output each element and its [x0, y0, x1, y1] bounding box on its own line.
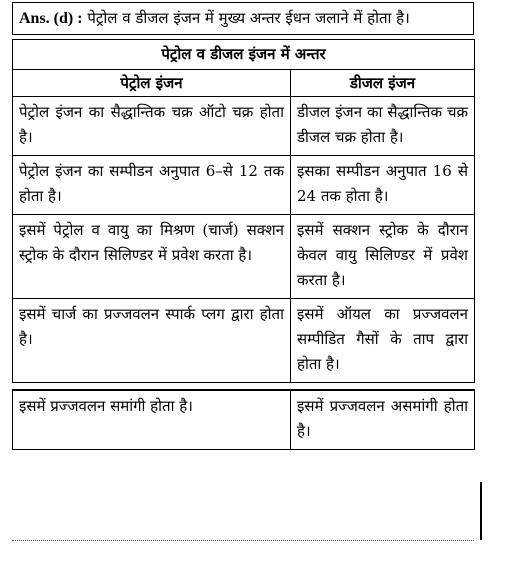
comparison-table [12, 39, 475, 450]
diesel-cell: इसमें ऑयल का प्रज्जवलन सम्पीडित गैसों के ताप द्वारा होता है। [291, 299, 475, 383]
petrol-cell: इसमें चार्ज का प्रज्जवलन स्पार्क प्लग द्वारा होता है। [13, 299, 291, 383]
table-row [13, 97, 475, 156]
answer-text: पेट्रोल व डीजल इंजन में मुख्य अन्तर ईधन जलाने में होता है। [87, 9, 410, 27]
table-row [13, 156, 475, 215]
table-row [13, 215, 475, 299]
header-diesel-engine: डीजल इंजन [291, 70, 475, 97]
petrol-cell: इसमें पेट्रोल व वायु का मिश्रण (चार्ज) सक्शन स्ट्रोक के दौरान सिलिण्डर में प्रवेश करता है। [13, 215, 291, 299]
answer-label: Ans. (d) : [19, 10, 83, 27]
answer-box [12, 2, 474, 35]
diesel-cell: इसका सम्पीडन अनुपात 16 से 24 तक होता है। [291, 156, 475, 215]
answer-sheet [12, 2, 474, 450]
petrol-cell: पेट्रोल इंजन का सैद्धान्तिक चक्र ऑटो चक्र होता है। [13, 97, 291, 156]
table-row [13, 299, 475, 383]
table-row [13, 390, 475, 450]
diesel-cell: इसमें सक्शन स्ट्रोक के दौरान केवल वायु सिलिण्डर में प्रवेश करता है। [291, 215, 475, 299]
page-cut-line [12, 540, 474, 545]
column-rule [480, 482, 482, 540]
header-petrol-engine: पेट्रोल इंजन [13, 70, 291, 97]
petrol-cell: पेट्रोल इंजन का सम्पीडन अनुपात 6–से 12 तक होता है। [13, 156, 291, 215]
diesel-cell: इसमें प्रज्जवलन असमांगी होता है। [291, 390, 475, 450]
petrol-cell: इसमें प्रज्जवलन समांगी होता है। [13, 390, 291, 450]
diesel-cell: डीजल इंजन का सैद्धान्तिक चक्र डीजल चक्र होता है। [291, 97, 475, 156]
table-title: पेट्रोल व डीजल इंजन में अन्तर [13, 40, 475, 70]
